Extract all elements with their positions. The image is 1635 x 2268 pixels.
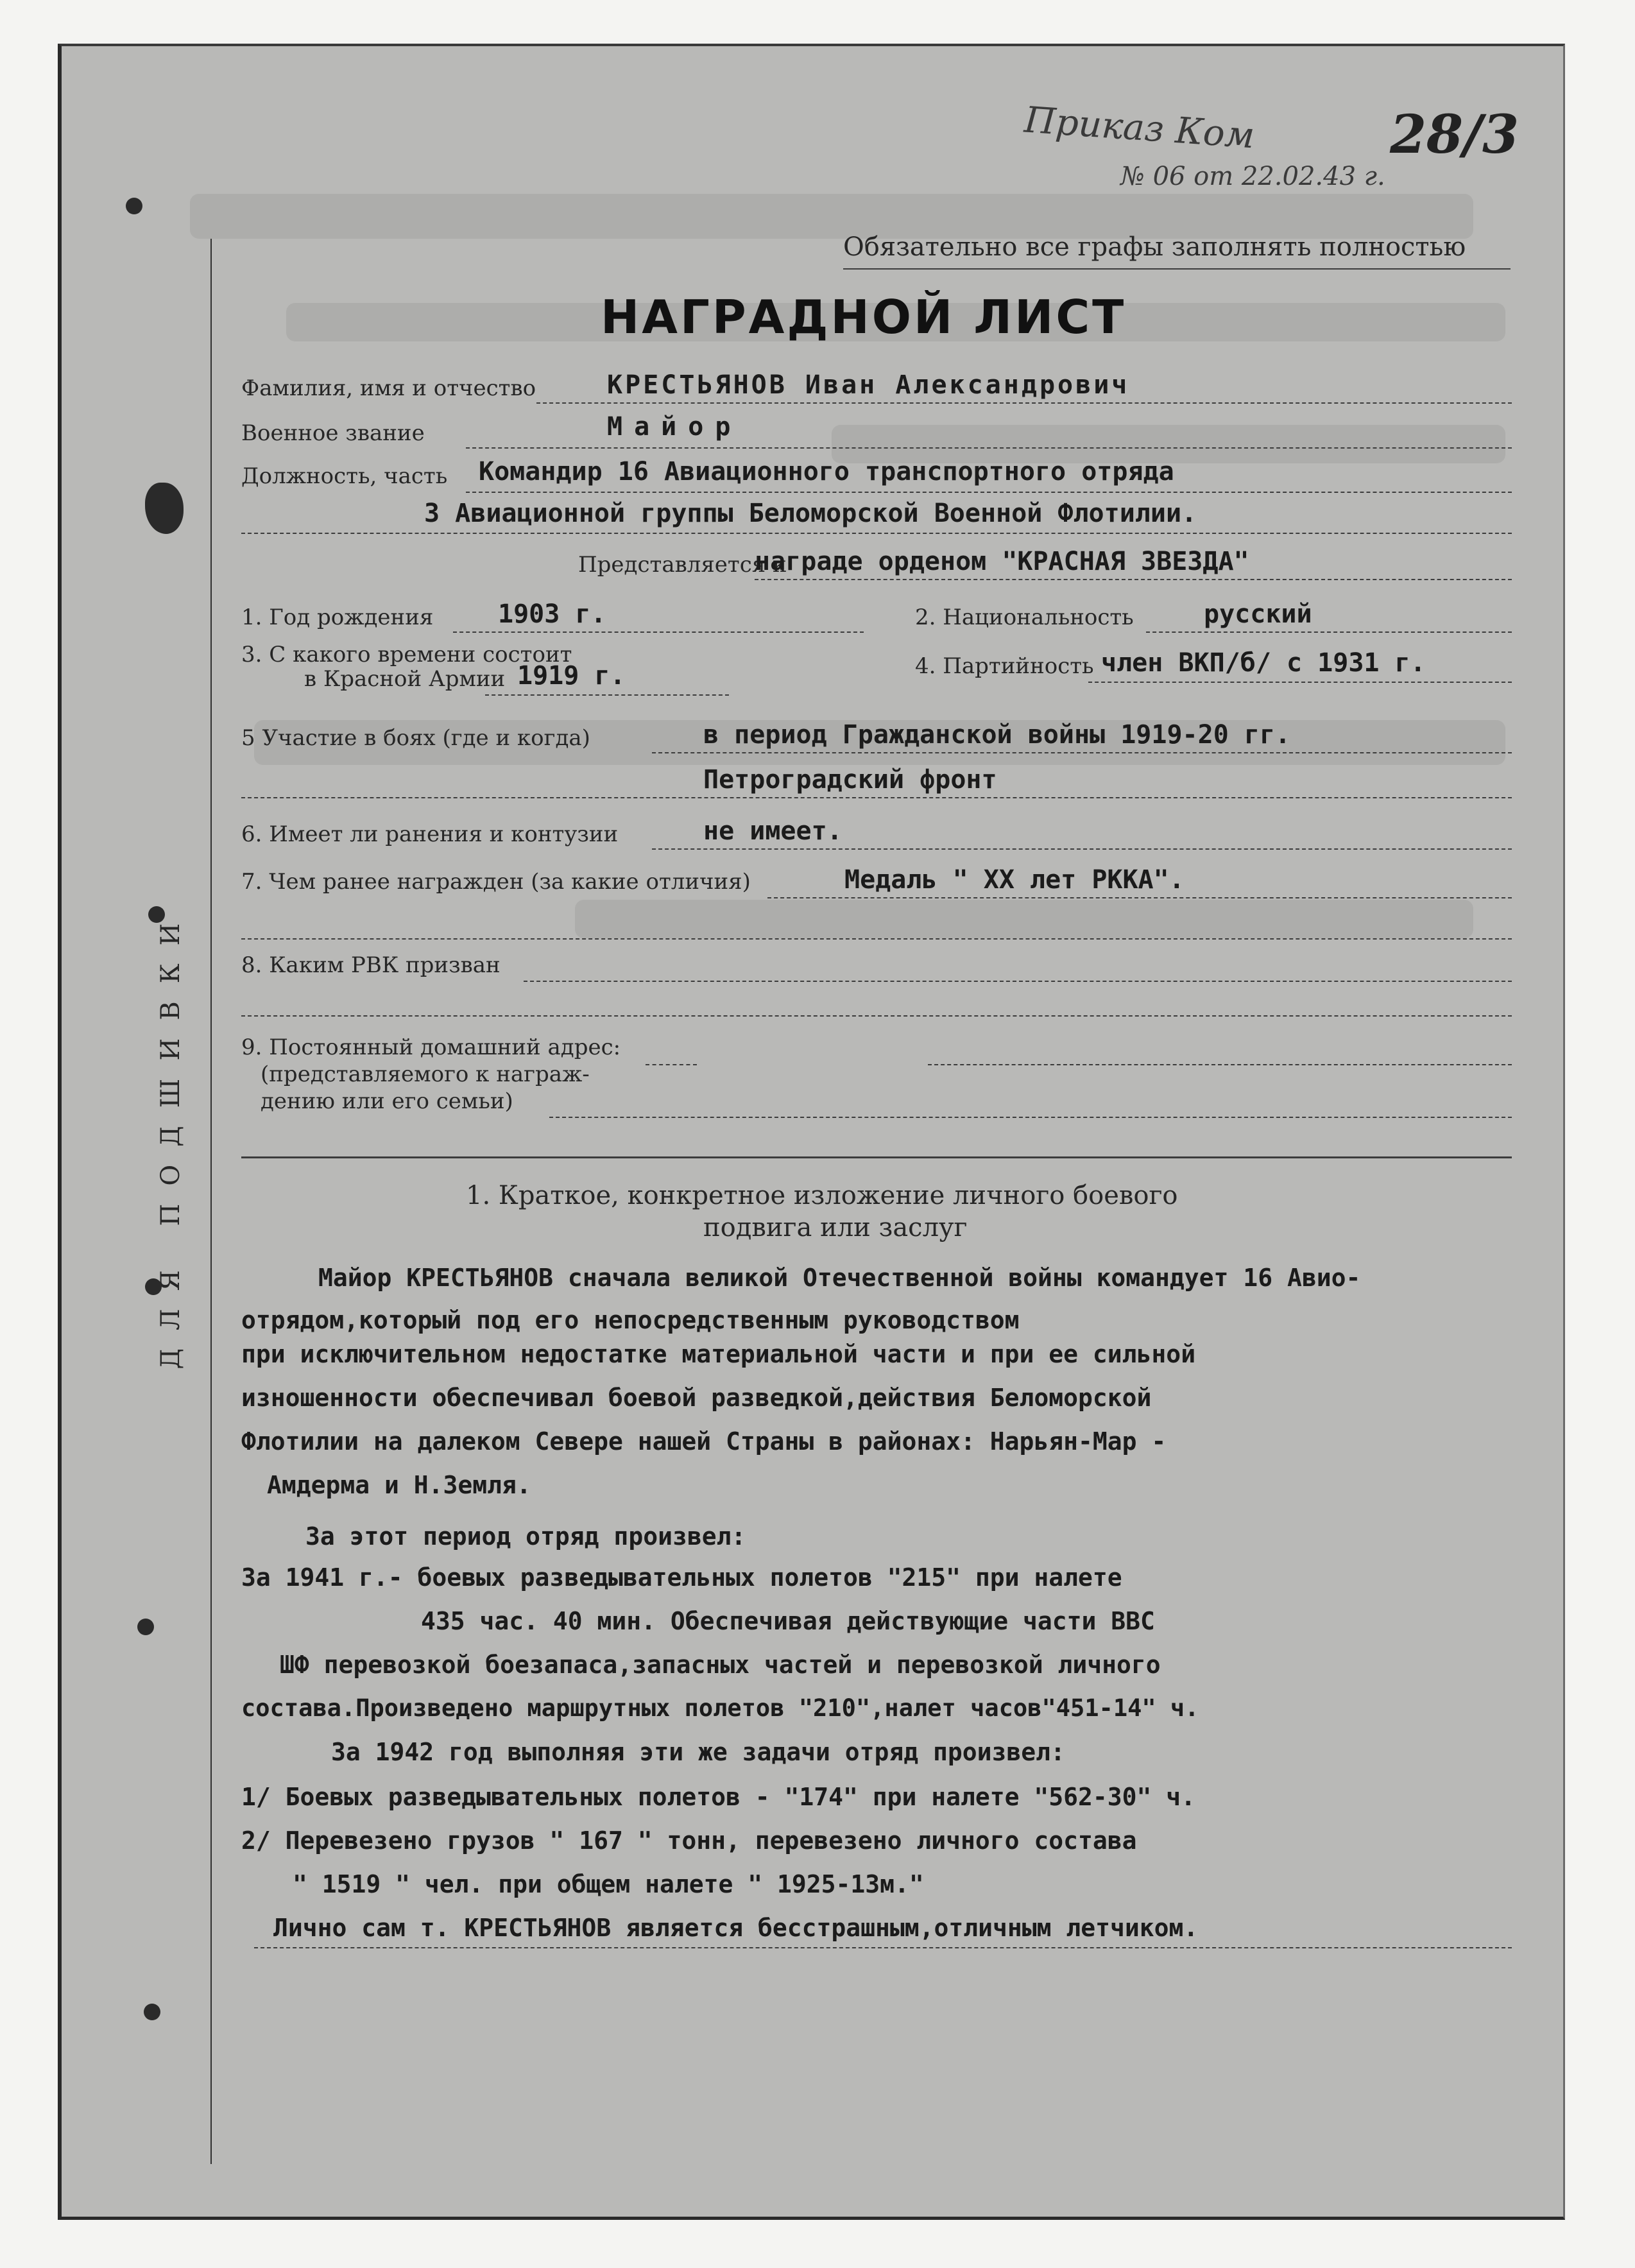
body-line: За 1941 г.- боевых разведывательных полетов "215" при налете: [241, 1563, 1122, 1592]
fields-section-rule: [241, 1156, 1512, 1158]
address-line-2: [928, 1064, 1512, 1065]
nominated-label: Представляется к: [578, 552, 787, 578]
rvk-label: 8. Каким РВК призван: [241, 952, 501, 978]
army-since-value: 1919 г.: [517, 661, 626, 691]
battles-value-2: Петроградский фронт: [703, 765, 997, 795]
binding-strip-label: ДЛЯ ПОДШИВКИ: [156, 905, 185, 1370]
army-since-line: [485, 694, 729, 696]
address-label-1: 9. Постоянный домашний адрес:: [241, 1035, 621, 1060]
body-line: изношенности обеспечивал боевой разведкой,действия Беломорской: [241, 1384, 1152, 1412]
name-line: [536, 402, 1512, 404]
party-label: 4. Партийность: [915, 653, 1094, 679]
rank-label: Военное звание: [241, 420, 425, 446]
party-line: [1088, 682, 1512, 683]
birth-year-label: 1. Год рождения: [241, 605, 434, 630]
position-line-2: [241, 533, 1512, 534]
handwritten-order-number: № 06 от 22.02.43 г.: [1120, 162, 1385, 191]
body-line: Лично сам т. КРЕСТЬЯНОВ является бесстрашным,отличным летчиком.: [273, 1914, 1199, 1942]
address-line-1: [646, 1064, 697, 1065]
body-line: Амдерма и Н.Земля.: [267, 1471, 531, 1499]
nominated-line: [755, 579, 1512, 580]
punch-hole: [144, 2004, 160, 2020]
wounds-value: не имеет.: [703, 816, 843, 846]
bleed-through-shadow: [575, 900, 1473, 938]
party-value: член ВКП/б/ с 1931 г.: [1101, 648, 1426, 678]
awards-line: [767, 897, 1512, 898]
address-label-2: (представляемого к награж-: [261, 1061, 590, 1087]
instruction-underline: [843, 268, 1511, 270]
handwritten-order: Приказ Ком: [1023, 99, 1256, 157]
binding-strip-line: [210, 239, 212, 2164]
body-line: состава.Произведено маршрутных полетов "210",налет часов"451-14" ч.: [241, 1694, 1199, 1722]
punch-hole: [145, 483, 184, 534]
position-value-2: 3 Авиационной группы Беломорской Военной Флотилии.: [424, 499, 1197, 528]
instruction-text: Обязательно все графы заполнять полностью: [843, 232, 1466, 262]
page-number: 28/3: [1390, 104, 1519, 166]
army-since-label-2: в Красной Армии: [304, 666, 506, 692]
rvk-line-2: [241, 1015, 1512, 1017]
body-line: Флотилии на далеком Севере нашей Страны в районах: Нарьян-Мар -: [241, 1427, 1167, 1456]
battles-value-1: в период Гражданской войны 1919-20 гг.: [703, 720, 1291, 750]
section-heading-1: 1. Краткое, конкретное изложение личного боевого: [466, 1181, 1178, 1210]
position-line-1: [466, 492, 1512, 493]
nationality-line: [1146, 631, 1512, 633]
body-line: при исключительном недостатке материальной части и при ее сильной: [241, 1340, 1196, 1368]
body-line: Майор КРЕСТЬЯНОВ сначала великой Отечественной войны командует 16 Авио-отрядом,который под его непосредственным руководством: [241, 1264, 1361, 1334]
rank-line: [466, 447, 1512, 449]
nationality-label: 2. Национальность: [915, 605, 1134, 630]
punch-hole: [137, 1619, 154, 1635]
body-line: 2/ Перевезено грузов " 167 " тонн, перевезено личного состава: [241, 1826, 1137, 1855]
awards-line-2: [241, 938, 1512, 940]
rank-value: Майор: [607, 412, 742, 442]
body-line: За 1942 год выполняя эти же задачи отряд произвел:: [331, 1738, 1065, 1766]
birth-year-value: 1903 г.: [498, 599, 606, 629]
position-label: Должность, часть: [241, 463, 448, 489]
body-line: " 1519 " чел. при общем налете " 1925-13м.": [293, 1870, 924, 1898]
address-label-3: дению или его семьи): [261, 1088, 513, 1114]
award-sheet: [58, 44, 1565, 2220]
battles-line-1: [652, 752, 1512, 753]
battles-label: 5 Участие в боях (где и когда): [241, 725, 590, 751]
name-label: Фамилия, имя и отчество: [241, 375, 536, 401]
birth-year-line: [453, 631, 864, 633]
body-line: 1/ Боевых разведывательных полетов - "174" при налете "562-30" ч.: [241, 1783, 1196, 1811]
awards-label: 7. Чем ранее награжден (за какие отличия): [241, 869, 751, 895]
wounds-line: [652, 848, 1512, 850]
battles-line-2: [241, 797, 1512, 798]
punch-hole: [126, 198, 142, 214]
body-line: 435 час. 40 мин. Обеспечивая действующие части ВВС: [421, 1607, 1155, 1635]
page-title: НАГРАДНОЙ ЛИСТ: [601, 290, 1127, 344]
body-line: За этот период отряд произвел:: [305, 1522, 746, 1551]
wounds-label: 6. Имеет ли ранения и контузии: [241, 821, 619, 847]
body-line: ШФ перевозкой боезапаса,запасных частей и перевозкой личного: [280, 1651, 1161, 1679]
body-last-underline: [254, 1947, 1512, 1948]
rvk-line: [524, 981, 1512, 982]
awards-value: Медаль " ХХ лет РККА".: [844, 865, 1185, 895]
army-since-label-1: 3. С какого времени состоит: [241, 642, 572, 667]
section-heading-2: подвига или заслуг: [703, 1213, 968, 1242]
address-line-3: [549, 1117, 1512, 1118]
name-value: КРЕСТЬЯНОВ Иван Александрович: [607, 370, 1130, 400]
nominated-value: награде орденом "КРАСНАЯ ЗВЕЗДА": [755, 547, 1249, 576]
position-value-1: Командир 16 Авиационного транспортного отряда: [479, 457, 1174, 486]
nationality-value: русский: [1204, 599, 1312, 629]
